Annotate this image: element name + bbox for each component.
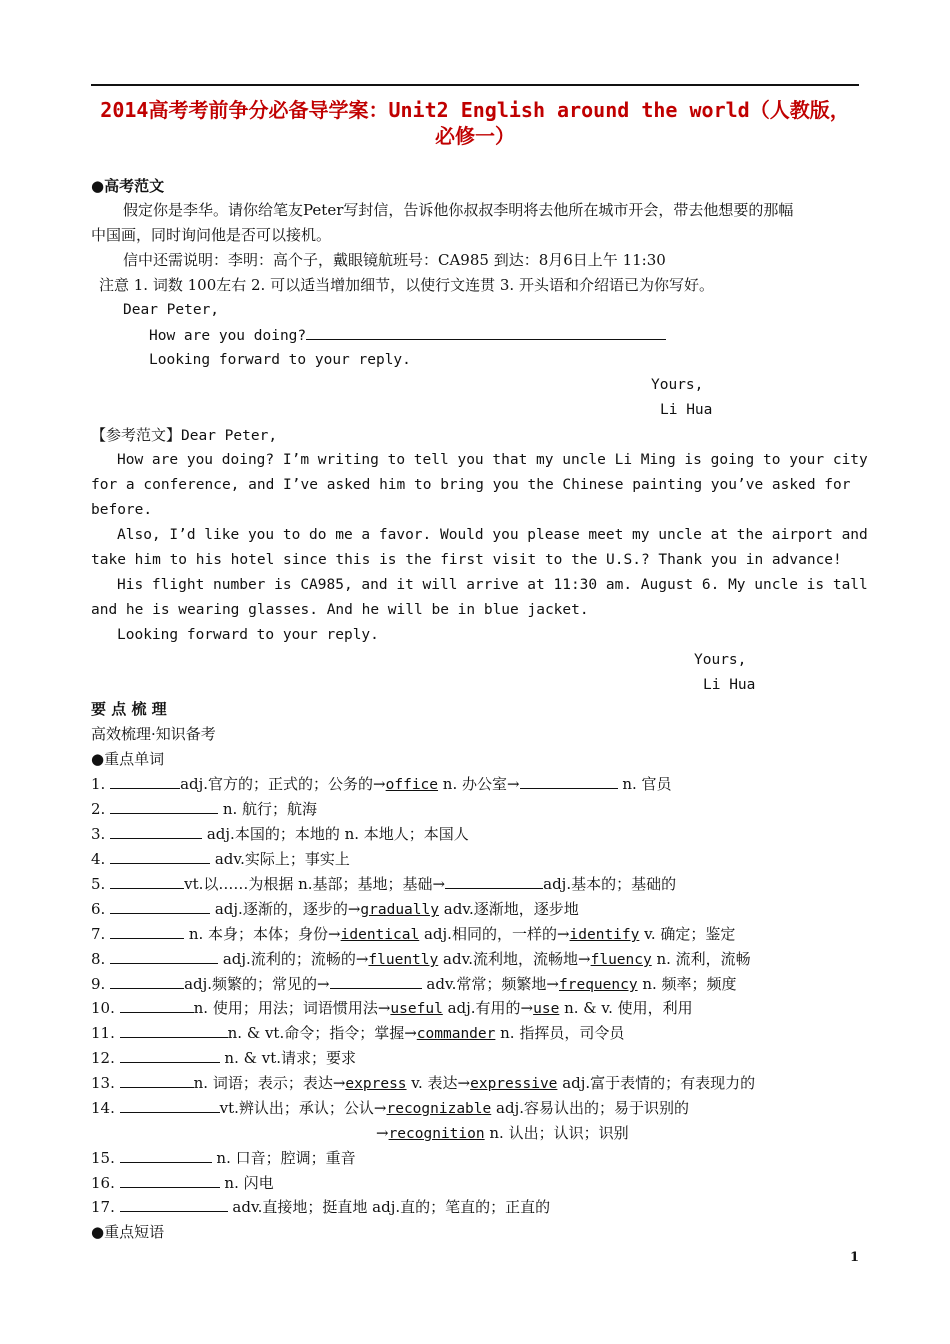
vocab-blank[interactable] — [520, 774, 618, 789]
page-number: 1 — [849, 1250, 859, 1265]
vocab-blank[interactable] — [120, 1098, 220, 1113]
vocab-blank[interactable] — [445, 874, 543, 889]
sample-p1-line2: for a conference, and I’ve asked him to bring you the Chinese painting you’ve asked for — [91, 477, 851, 493]
vocab-item: 10. n. 使用；用法；词语惯用法→useful adj.有用的→use n. & v. 使用，利用 — [91, 999, 693, 1017]
vocab-blank[interactable] — [110, 774, 180, 789]
vocab-blank[interactable] — [110, 899, 210, 914]
vocab-blank[interactable] — [120, 1073, 194, 1088]
prompt-line-2: 中国画，同时询问他是否可以接机。 — [91, 226, 332, 244]
vocab-blank[interactable] — [120, 1148, 212, 1163]
vocab-item: 14. vt.辨认出；承认；公认→recognizable adj.容易认出的；易于识别的 — [91, 1099, 689, 1117]
letter-signature: Li Hua — [660, 402, 713, 418]
vocab-blank[interactable] — [330, 974, 422, 989]
words-heading: ●重点单词 — [91, 750, 165, 768]
vocab-blank[interactable] — [110, 849, 210, 864]
vocab-blank[interactable] — [110, 949, 218, 964]
vocab-item: 15. n. 口音；腔调；重音 — [91, 1149, 356, 1167]
vocab-item: 2. n. 航行；航海 — [91, 800, 318, 818]
top-rule — [91, 84, 859, 86]
vocab-blank[interactable] — [120, 1197, 228, 1212]
vocab-item: 1. adj.官方的；正式的；公务的→office n. 办公室→ n. 官员 — [91, 775, 672, 793]
phrases-heading: ●重点短语 — [91, 1223, 165, 1241]
vocab-blank[interactable] — [120, 998, 194, 1013]
keypoints-heading: 要 点 梳 理 — [91, 700, 167, 718]
sample-p1-line3: before. — [91, 502, 153, 518]
letter-opening: How are you doing? — [149, 325, 666, 346]
vocab-item: 8. adj.流利的；流畅的→fluently adv.流利地，流畅地→fluency n. 流利，流畅 — [91, 950, 751, 968]
sample-p3-line1: His flight number is CA985, and it will arrive at 11:30 am. August 6. My uncle is tall — [117, 577, 868, 593]
sample-p2-line2: take him to his hotel since this is the first visit to the U.S.? Thank you in advance! — [91, 552, 842, 568]
sample-yours: Yours, — [694, 652, 747, 668]
writing-blank[interactable] — [306, 325, 666, 340]
page-title: 2014高考考前争分必备导学案：Unit2 English around the world（人教版，必修一） — [100, 98, 850, 148]
vocab-item: 17. adv.直接地；挺直地 adj.直的；笔直的；正直的 — [91, 1198, 551, 1216]
vocab-blank[interactable] — [110, 924, 184, 939]
vocab-item: 7. n. 本身；本体；身份→identical adj.相同的，一样的→identify v. 确定；鉴定 — [91, 925, 736, 943]
vocab-item: 4. adv.实际上；事实上 — [91, 850, 350, 868]
sample-header: 【参考范文】Dear Peter, — [91, 426, 278, 444]
vocab-blank[interactable] — [110, 974, 184, 989]
keypoints-subheading: 高效梳理·知识备考 — [91, 725, 216, 743]
vocab-item: 5. vt.以……为根据 n.基部；基地；基础→ adj.基本的；基础的 — [91, 875, 677, 893]
vocab-blank[interactable] — [110, 824, 202, 839]
letter-yours: Yours, — [651, 377, 704, 393]
sample-p3-line2: and he is wearing glasses. And he will be in blue jacket. — [91, 602, 589, 618]
letter-salutation: Dear Peter, — [123, 302, 220, 318]
vocab-item: 16. n. 闪电 — [91, 1174, 274, 1192]
sample-p4: Looking forward to your reply. — [117, 627, 379, 643]
vocab-item: 3. adj.本国的；本地的 n. 本地人；本国人 — [91, 825, 469, 843]
vocab-blank[interactable] — [120, 1023, 228, 1038]
vocab-blank[interactable] — [110, 874, 184, 889]
vocab-blank[interactable] — [110, 799, 218, 814]
vocab-item: 11. n. & vt.命令；指令；掌握→commander n. 指挥员，司令员 — [91, 1024, 625, 1042]
vocab-item: 9. adj.频繁的；常见的→ adv.常常；频繁地→frequency n. 频率；频度 — [91, 975, 737, 993]
prompt-line-1: 假定你是李华。请你给笔友Peter写封信，告诉他你叔叔李明将去他所在城市开会，带去他想要的那幅 — [123, 201, 794, 219]
vocab-blank[interactable] — [120, 1173, 220, 1188]
essay-heading: ●高考范文 — [91, 177, 165, 195]
vocab-item: 13. n. 词语；表示；表达→express v. 表达→expressive adj.富于表情的；有表现力的 — [91, 1074, 756, 1092]
prompt-line-3: 信中还需说明：李明：高个子，戴眼镜航班号：CA985 到达：8月6日上午 11:30 — [123, 251, 666, 269]
sample-signature: Li Hua — [703, 677, 756, 693]
vocab-item-continuation: →recognition n. 认出；认识；识别 — [376, 1124, 629, 1142]
letter-closing: Looking forward to your reply. — [149, 352, 411, 368]
sample-p2-line1: Also, I’d like you to do me a favor. Would you please meet my uncle at the airport and — [117, 527, 868, 543]
sample-p1-line1: How are you doing? I’m writing to tell you that my uncle Li Ming is going to your city — [117, 452, 868, 468]
vocab-item: 6. adj.逐渐的，逐步的→gradually adv.逐渐地，逐步地 — [91, 900, 579, 918]
vocab-item: 12. n. & vt.请求；要求 — [91, 1049, 356, 1067]
vocab-blank[interactable] — [120, 1048, 220, 1063]
prompt-notes: 注意 1. 词数 100左右 2. 可以适当增加细节，以使行文连贯 3. 开头语和介绍语已为你写好。 — [99, 276, 714, 294]
